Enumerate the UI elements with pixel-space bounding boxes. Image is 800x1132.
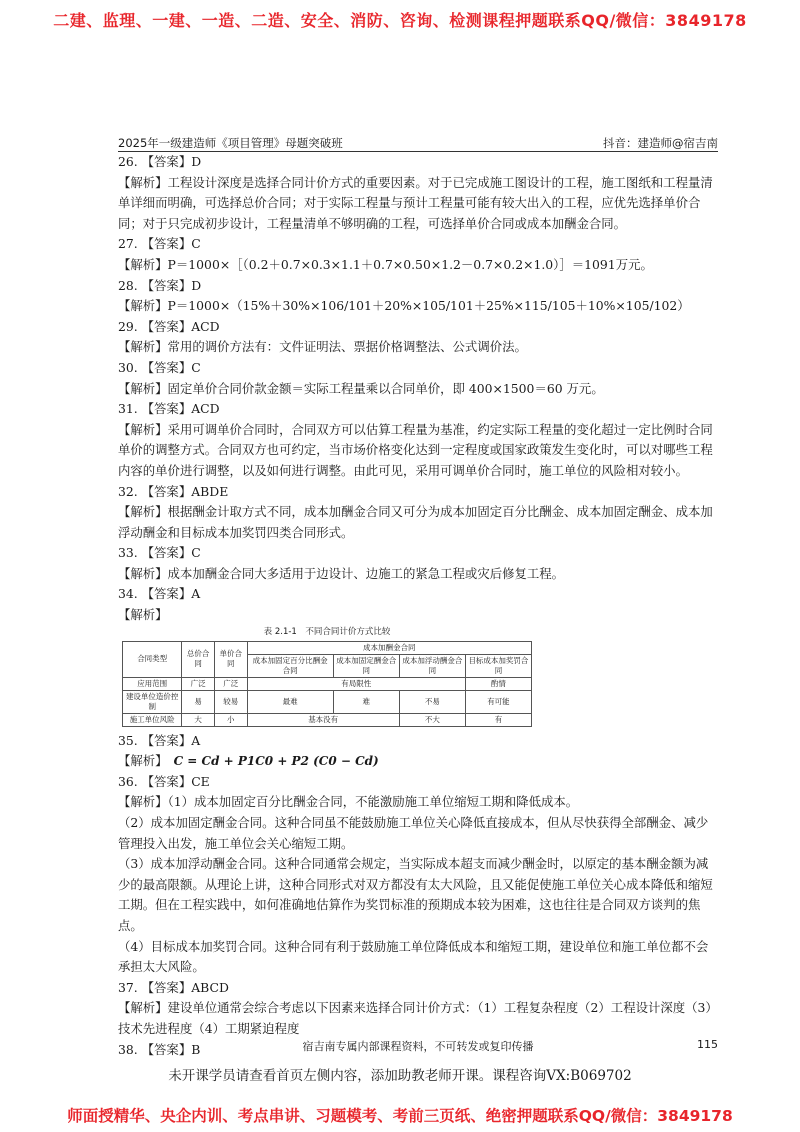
explanation: 【解析】（1）成本加固定百分比酬金合同，不能激励施工单位缩短工期和降低成本。	[118, 794, 579, 810]
answer-line: 31. 【答案】ACD	[118, 401, 220, 417]
table-cell: 大	[182, 713, 215, 726]
explanation: 【解析】工程设计深度是选择合同计价方式的重要因素。对于已完成施工图设计的工程，施工图纸和工程量清单详细而明确，可选择总价合同；对于实际工程量与预计工程量可能有较大出入的工程，应优先选择单价合同；对于只完成初步设计，工程量清单不够明确的工程，可选择单价合同或成本加酬金合同。	[118, 174, 713, 231]
answer-line: 28. 【答案】D	[118, 277, 202, 293]
formula-line	[118, 751, 718, 772]
explanation: 【解析】P＝1000×［（0.2＋0.7×0.3×1.1＋0.7×0.50×1.2－0.7×0.2×1.0）］＝1091万元。	[118, 256, 653, 272]
table-cell: 小	[214, 713, 247, 726]
table-cell: 不易	[399, 690, 465, 713]
explanation: （3）成本加浮动酬金合同。这种合同通常会规定，当实际成本超支而减少酬金时，以原定的基本酬金额为减少的最高限额。从理论上讲，这种合同形式对双方都没有太大风险，且又能促使施工单位关心成本降低和缩短工期。但在工程实践中，如何准确地估算作为奖罚标准的预期成本较为困难，这也往往是合同双方谈判的焦点。	[118, 856, 713, 933]
explanation: 【解析】常用的调价方法有：文件证明法、票据价格调整法、公式调价法。	[118, 339, 527, 355]
table-cell: 有局限性	[247, 677, 465, 690]
table-cell: 易	[182, 690, 215, 713]
answer-line: 32. 【答案】ABDE	[118, 483, 229, 499]
explanation: 【解析】固定单价合同价款金额＝实际工程量乘以合同单价，即 400×1500＝60 万元。	[118, 380, 604, 396]
header-author: 抖音：建造师@宿吉南	[603, 136, 718, 150]
page-header	[118, 135, 718, 152]
explanation: （4）目标成本加奖罚合同。这种合同有利于鼓励施工单位降低成本和缩短工期，建设单位和施工单位都不会承担太大风险。	[118, 938, 709, 975]
table-cell: 最难	[247, 690, 333, 713]
table-header-cell: 成本加浮动酬金合同	[399, 654, 465, 677]
table-group-header: 成本加酬金合同	[247, 641, 531, 654]
page-footer	[118, 1038, 718, 1054]
answer-content	[118, 152, 718, 1060]
explanation: 【解析】P＝1000×（15%＋30%×106/101＋20%×105/101＋25%×115/105＋10%×105/102）	[118, 298, 690, 314]
cost-formula: C = Cd + P1C0 + P2 (C0 − Cd)	[173, 754, 379, 769]
table-header-cell: 成本加固定酬金合同	[333, 654, 399, 677]
header-course-title: 2025年一级建造师《项目管理》母题突破班	[118, 136, 343, 150]
explanation: 【解析】采用可调单价合同时，合同双方可以估算工程量为基准，约定实际工程量的变化超过一定比例时合同单价的调整方式。合同双方也可约定，当市场价格变化达到一定程度或国家政策发生变化时，可以对哪些工程内容的单价进行调整，以及如何进行调整。由此可见，采用可调单价合同时，施工单位的风险相对较小。	[118, 421, 713, 478]
table-cell: 较易	[214, 690, 247, 713]
explanation: 【解析】根据酬金计取方式不同，成本加酬金合同又可分为成本加固定百分比酬金、成本加固定酬金、成本加浮动酬金和目标成本加奖罚四类合同形式。	[118, 504, 713, 540]
footer-notice: 宿吉南专属内部课程资料，不可转发或复印传播	[302, 1040, 534, 1053]
table-cell: 有可能	[465, 690, 531, 713]
answer-line: 36. 【答案】CE	[118, 773, 210, 789]
table-cell: 基本没有	[247, 713, 399, 726]
answer-line: 38. 【答案】B	[118, 1041, 201, 1057]
explanation: 【解析】成本加酬金合同大多适用于边设计、边施工的紧急工程或灾后修复工程。	[118, 565, 565, 581]
explanation: （2）成本加固定酬金合同。这种合同虽不能鼓励施工单位关心降低直接成本，但从尽快获得全部酬金、减少管理投入出发，施工单位会关心缩短工期。	[118, 815, 709, 851]
explanation: 【解析】建设单位通常会综合考虑以下因素来选择合同计价方式：（1）工程复杂程度（2）工程设计深度（3）技术先进程度（4）工期紧迫程度	[118, 1000, 718, 1036]
table-row	[123, 690, 532, 713]
table-cell: 有	[465, 713, 531, 726]
table-header-cell: 目标成本加奖罚合同	[465, 654, 531, 677]
explanation-label: 【解析】	[118, 753, 168, 769]
answer-line: 26. 【答案】D	[118, 154, 202, 169]
answer-line: 37. 【答案】ABCD	[118, 979, 229, 995]
answer-line: 27. 【答案】C	[118, 236, 201, 252]
table-header-cell: 合同类型	[123, 641, 182, 677]
answer-line: 34. 【答案】A	[118, 586, 201, 602]
table-cell: 广泛	[214, 677, 247, 690]
top-ad-banner: 二建、监理、一建、一造、二造、安全、消防、咨询、检测课程押题联系QQ/微信：3849178	[53, 11, 747, 30]
explanation-label: 【解析】	[118, 607, 168, 623]
answer-line: 29. 【答案】ACD	[118, 318, 220, 334]
table-cell: 广泛	[182, 677, 215, 690]
table-header-cell: 单价合同	[214, 641, 247, 677]
answer-line: 30. 【答案】C	[118, 359, 201, 375]
answer-line: 33. 【答案】C	[118, 545, 201, 561]
table-row	[123, 713, 532, 726]
contract-comparison-table	[122, 641, 532, 727]
answer-line: 35. 【答案】A	[118, 732, 201, 748]
table-cell: 难	[333, 690, 399, 713]
enrollment-notice: 未开课学员请查看首页左侧内容，添加助教老师开课。课程咨询VX:B069702	[168, 1068, 632, 1084]
table-cell: 不大	[399, 713, 465, 726]
bottom-ad-banner: 师面授精华、央企内训、考点串讲、习题模考、考前三页纸、绝密押题联系QQ/微信：3849178	[67, 1107, 733, 1125]
table-cell: 建设单位造价控制	[123, 690, 182, 713]
table-row	[123, 677, 532, 690]
table-header-cell: 成本加固定百分比酬金合同	[247, 654, 333, 677]
table-title: 表 2.1-1 不同合同计价方式比较	[263, 626, 391, 637]
table-cell: 酌情	[465, 677, 531, 690]
table-cell: 应用范围	[123, 677, 182, 690]
table-header-cell: 总价合同	[182, 641, 215, 677]
page-number: 115	[697, 1038, 718, 1051]
table-cell: 施工单位风险	[123, 713, 182, 726]
